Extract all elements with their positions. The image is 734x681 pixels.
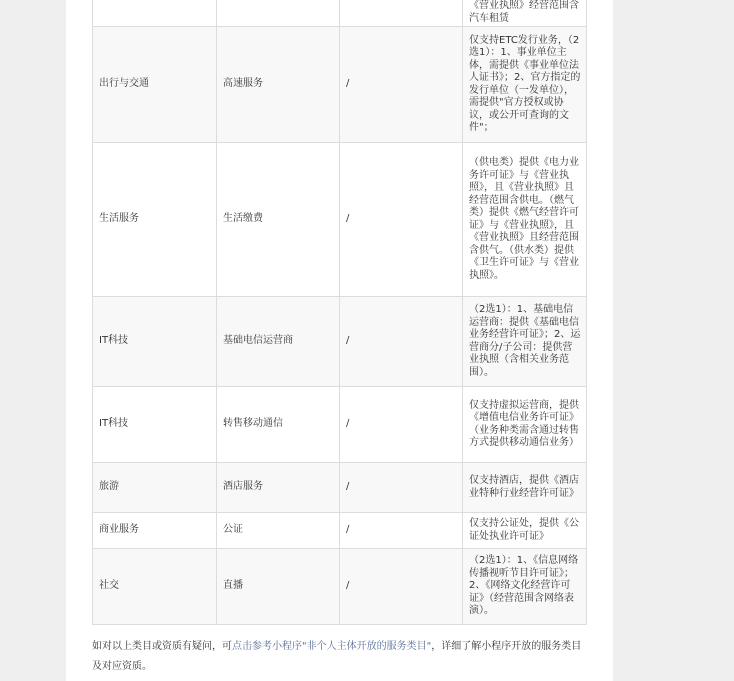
article-page <box>66 0 613 681</box>
category-cell: IT科技 <box>93 387 217 463</box>
subcategory-cell <box>217 0 340 27</box>
category-cell: 商业服务 <box>93 513 217 549</box>
subcategory-cell: 基础电信运营商 <box>217 297 340 387</box>
subcategory-cell: 公证 <box>217 513 340 549</box>
note-text-before: 如对以上类目或资质有疑问，可 <box>92 641 232 652</box>
requirement-cell: 《营业执照》经营范围含汽车租赁 <box>463 0 587 27</box>
category-cell: 旅游 <box>93 463 217 513</box>
service-category-link[interactable]: 点击参考小程序"非个人主体开放的服务类目" <box>232 641 432 652</box>
category-cell: 出行与交通 <box>93 27 217 143</box>
category-cell: IT科技 <box>93 297 217 387</box>
permit-cell: / <box>340 143 463 297</box>
table-row <box>93 513 587 549</box>
permit-cell: / <box>340 463 463 513</box>
table-row <box>93 143 587 297</box>
subcategory-cell: 生活缴费 <box>217 143 340 297</box>
permit-cell <box>340 0 463 27</box>
requirement-cell: （2选1）：1、《信息网络传播视听节目许可证》；2、《网络文化经营许可证》（经营范围含网络表演）。 <box>463 549 587 625</box>
category-cell: 生活服务 <box>93 143 217 297</box>
requirement-cell: 仅支持公证处，提供《公证处执业许可证》 <box>463 513 587 549</box>
category-cell: 社交 <box>93 549 217 625</box>
permit-cell: / <box>340 387 463 463</box>
table-row <box>93 0 587 27</box>
requirement-cell: （供电类）提供《电力业务许可证》与《营业执照》，且《营业执照》且经营范围含供电。（燃气类）提供《燃气经营许可证》与《营业执照》，且《营业执照》且经营范围含供气。（供水类）提供《卫生许可证》与《营业执照》。 <box>463 143 587 297</box>
subcategory-cell: 转售移动通信 <box>217 387 340 463</box>
table-row <box>93 549 587 625</box>
subcategory-cell: 直播 <box>217 549 340 625</box>
requirement-cell: （2选1）：1、基础电信运营商：提供《基础电信业务经营许可证》；2、运营商分/子公司：提供营业执照（含相关业务范围）。 <box>463 297 587 387</box>
permit-cell: / <box>340 27 463 143</box>
note-text-after: ，详细了解小程序开放的服务类目及对应资质。 <box>92 641 582 672</box>
requirement-cell: 仅支持酒店，提供《酒店业特种行业经营许可证》 <box>463 463 587 513</box>
permit-cell: / <box>340 549 463 625</box>
table-row <box>93 27 587 143</box>
category-table-body <box>93 0 587 625</box>
permit-cell: / <box>340 297 463 387</box>
subcategory-cell: 酒店服务 <box>217 463 340 513</box>
table-row <box>93 297 587 387</box>
permit-cell: / <box>340 513 463 549</box>
table-row <box>93 387 587 463</box>
requirement-cell: 仅支持虚拟运营商，提供《增值电信业务许可证》（业务种类需含通过转售方式提供移动通信业务） <box>463 387 587 463</box>
article-content <box>92 0 587 677</box>
footer-note <box>92 637 587 677</box>
category-table <box>92 0 587 625</box>
requirement-cell: 仅支持ETC发行业务，（2选1）：1、事业单位主体，需提供《事业单位法人证书》；2、官方指定的发行单位（一发单位），需提供"官方授权或协议，或公开可查询的文件"； <box>463 27 587 143</box>
category-cell <box>93 0 217 27</box>
table-row <box>93 463 587 513</box>
subcategory-cell: 高速服务 <box>217 27 340 143</box>
